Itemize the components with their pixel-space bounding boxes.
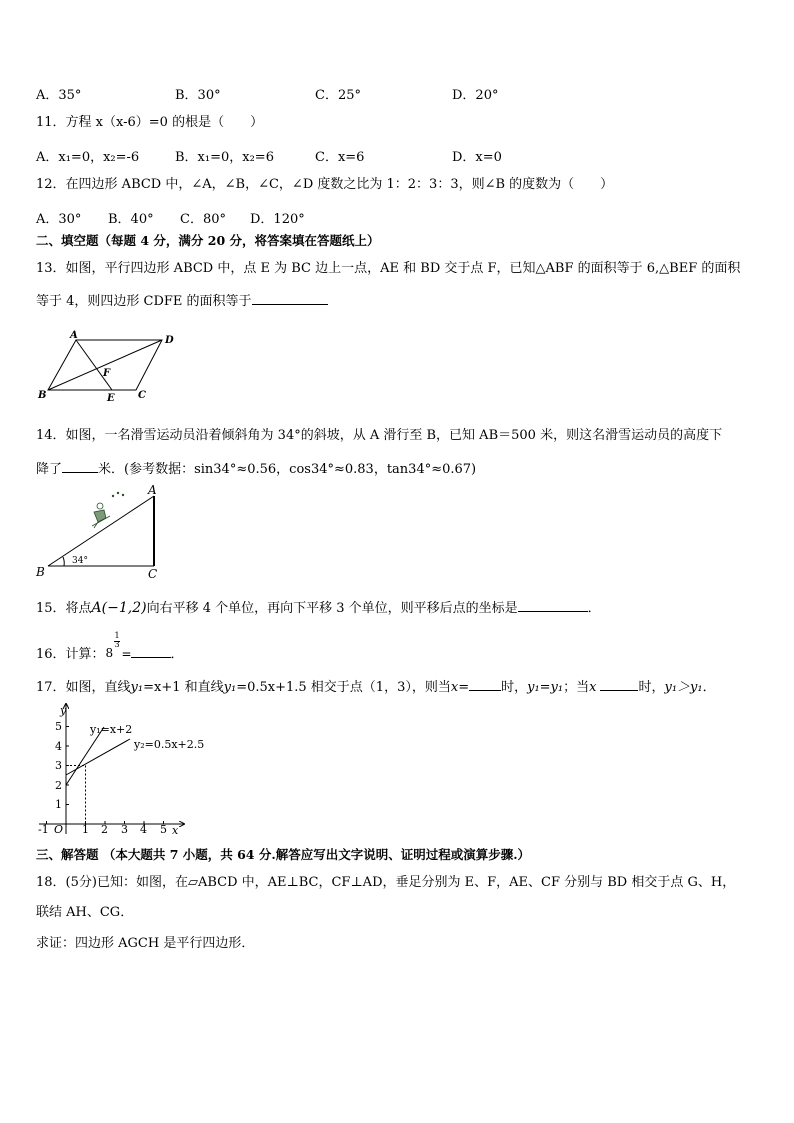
q15-end: ． [587,601,601,616]
q17-text-a: 17．如图，直线 [36,680,131,695]
q18-line-1: 18．(5分)已知：如图，在▱ABCD 中，AE⊥BC，CF⊥AD，垂足分别为 E、F，AE、CF 分别与 BD 相交于点 G、H， [36,875,736,890]
q17-text-e: 时， [501,680,528,695]
q16-expression [105,631,132,661]
q13-answer-blank [252,290,328,305]
x-axis-label: x [172,824,179,837]
q15-prefix: 15．将点 [36,601,92,616]
label-e: E [107,393,115,404]
q16-prefix: 16．计算： [36,647,105,662]
q14-answer-blank [62,458,98,473]
y-tick-label: 4 [55,740,62,753]
y-axis-label: y [60,704,67,717]
q12-option-b: B．40° [108,212,154,227]
q13-line-2 [36,290,328,311]
x-tick-label: 2 [101,823,108,836]
q11-stem: 11．方程 x（x-6）=0 的根是（ ） [36,115,264,130]
skier-icon [92,492,124,528]
q17-y1-a: y₁ [130,680,144,695]
q17-gt: y₁＞y₁ [664,680,703,695]
q11-option-c: C．x=6 [315,150,365,165]
q14-line-2-prefix: 降了 [36,462,63,477]
label-c: C [138,390,146,401]
q17-text-c: =0.5x+1.5 相交于点（1，3），则当 [236,680,451,695]
q16-end: ． [170,647,184,662]
q15-point: A(−1,2) [91,600,147,616]
origin-label: O [54,823,64,836]
label-a: A [148,483,157,497]
q13-line-2-text: 等于 4，则四边形 CDFE 的面积等于 [36,294,252,309]
q17-blank-2 [600,676,638,691]
q18-line-2: 联结 AH、CG． [36,905,134,920]
line-y1-label: y₁=x+2 [90,723,133,736]
section-3-heading: 三、解答题 （本大题共 7 小题，共 64 分.解答应写出文字说明、证明过程或演算步骤.） [36,847,531,862]
q17-x-a: x [450,680,459,695]
q16-exp-num: 1 [114,631,120,640]
q11-option-d: D．x=0 [452,150,502,165]
q16-exp-den: 3 [114,640,120,649]
x-tick-label: 1 [82,823,89,836]
line-y2-label: y₂=0.5x+2.5 [134,738,205,751]
q17-eq: y₁=y₁ [527,680,564,695]
y-tick-label: 1 [55,798,62,811]
label-d: D [165,335,174,346]
q10-option-d: D．20° [452,88,499,103]
q10-option-b: B．30° [175,88,221,103]
slope-ab [48,496,154,566]
q17-line [36,676,716,697]
section-2-heading: 二、填空题（每题 4 分，满分 20 分，将答案填在答题纸上） [36,233,380,248]
q17-text-g: 时， [638,680,665,695]
q17-text-h: ． [702,680,716,695]
segment-ae [76,340,112,390]
q14-line-2-suffix: 米．(参考数据：sin34°≈0.56，cos34°≈0.83，tan34°≈0.67) [98,462,477,477]
q13-line-1: 13．如图，平行四边形 ABCD 中，点 E 为 BC 边上一点，AE 和 BD 交于点 F，已知△ABF 的面积等于 6,△BEF 的面积 [36,261,741,276]
label-c: C [148,567,158,581]
q17-blank-1 [469,676,501,691]
q15-answer-blank [518,597,588,612]
q11-option-b: B．x₁=0，x₂=6 [175,150,274,165]
label-f: F [103,368,111,379]
q16-base: 8 [105,646,114,660]
q12-option-a: A．30° [36,212,82,227]
q11-option-a: A．x₁=0，x₂=-6 [36,150,140,165]
x-tick-label: 4 [140,823,147,836]
x-tick-label: 3 [121,823,128,836]
q16-equals: = [121,647,132,661]
label-b: B [38,390,47,401]
q17-x-b: x [589,680,597,695]
label-b: B [36,565,45,579]
y-tick-label: 2 [55,779,62,792]
q17-graph [34,700,224,838]
q14-line-1: 14．如图，一名滑雪运动员沿着倾斜角为 34°的斜坡，从 A 滑行至 B，已知 AB＝500 米，则这名滑雪运动员的高度下 [36,428,723,443]
y-tick-label: 3 [55,759,62,772]
segment-bd [48,340,162,390]
line-y2 [66,739,130,775]
q14-line-2 [36,458,476,479]
x-tick-label: 5 [160,823,167,836]
angle-label: 34° [72,556,88,566]
q16-line [36,631,184,664]
q10-option-c: C．25° [315,88,361,103]
q12-stem: 12．在四边形 ABCD 中，∠A，∠B，∠C，∠D 度数之比为 1：2：3：3，则∠B 的度数为（ ） [36,177,614,192]
x-tick-label: -1 [38,823,49,836]
q12-option-c: C．80° [180,212,226,227]
label-a: A [70,330,78,341]
q17-y1-b: y₁ [223,680,237,695]
q17-text-d: = [458,680,470,695]
q16-answer-blank [131,643,171,658]
y-tick-label: 5 [55,720,62,733]
q10-option-a: A．35° [36,88,82,103]
q12-option-d: D．120° [250,212,305,227]
q14-slope-figure [34,482,170,582]
q15-suffix: 向右平移 4 个单位，再向下平移 3 个单位，则平移后点的坐标是 [146,601,518,616]
q13-parallelogram-figure [36,328,186,404]
angle-arc [63,557,64,566]
q17-text-b: =x+1 和直线 [143,680,224,695]
q17-text-f: ；当 [563,680,590,695]
q18-line-3: 求证：四边形 AGCH 是平行四边形． [36,936,255,951]
q15-line [36,597,601,618]
